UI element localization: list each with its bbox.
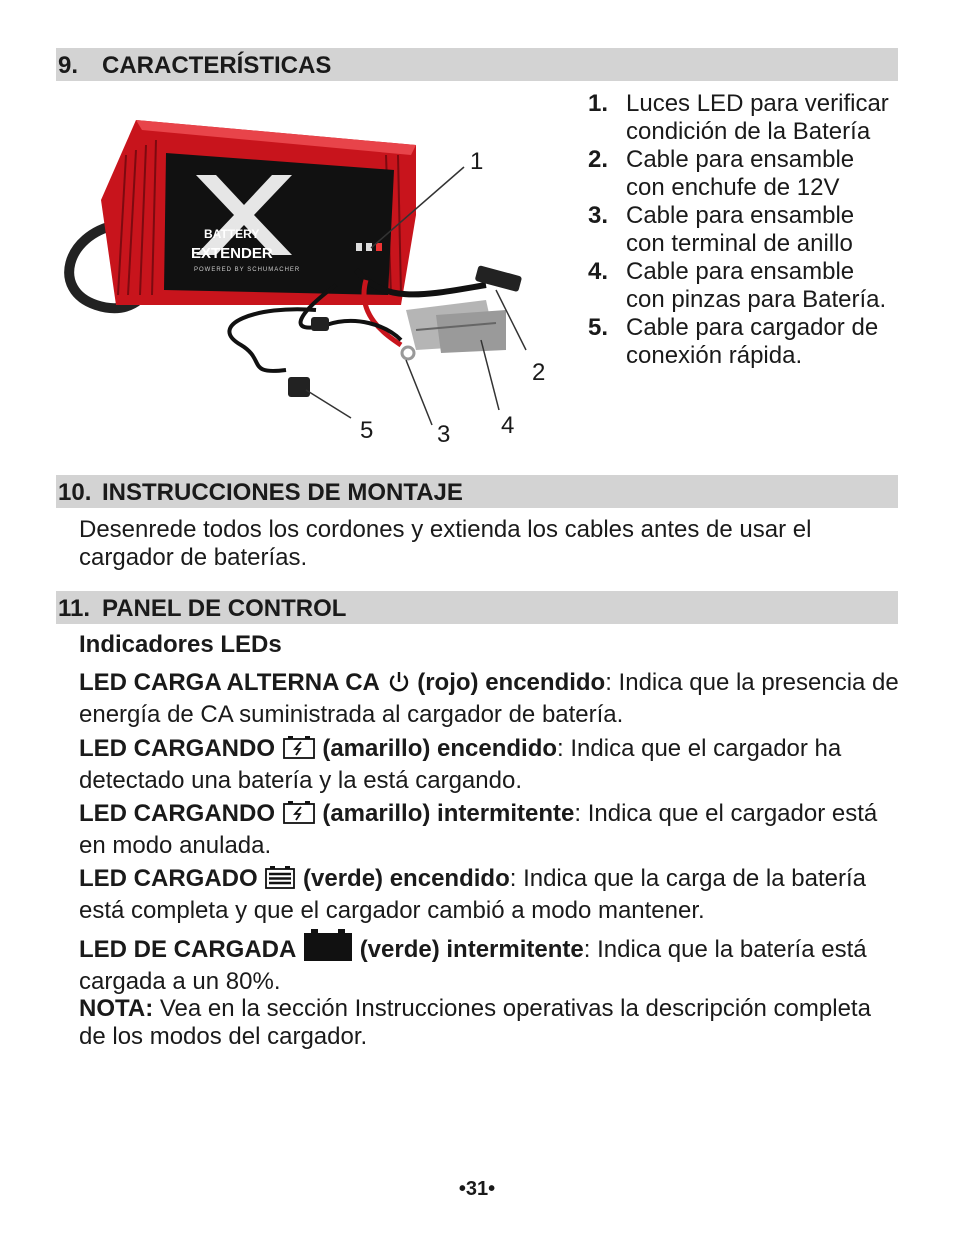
callout-5: 5 <box>360 417 374 444</box>
section-11-header <box>56 591 898 624</box>
callout-4: 4 <box>501 412 515 439</box>
brand-line-2: EXTENDER <box>191 245 273 262</box>
led-charging-blink: LED CARGANDO (amarillo) intermitente: Indica que el cargador está en modo anulada. <box>79 800 878 859</box>
section-number: 9. <box>58 52 79 79</box>
list-item: 3. Cable para ensamble con terminal de anillo <box>588 202 855 257</box>
section-number: 10. <box>58 479 92 506</box>
list-item: 2. Cable para ensamble con enchufe de 12V <box>588 146 855 201</box>
section-10-header <box>56 475 898 508</box>
battery-filled-icon <box>303 929 353 968</box>
section-title: CARACTERÍSTICAS <box>102 52 332 79</box>
callout-1: 1 <box>470 148 484 175</box>
callout-3: 3 <box>437 421 451 448</box>
charging-battery-icon <box>282 799 316 832</box>
brand-line-3: POWERED BY SCHUMACHER <box>194 267 301 273</box>
led-charging-on: LED CARGANDO (amarillo) encendido: Indica que el cargador ha detectado una batería y la está cargando. <box>79 735 842 794</box>
power-icon <box>387 670 411 701</box>
list-item: 1. Luces LED para verificar condición de la Batería <box>588 90 889 145</box>
led-charged-blink: LED DE CARGADA (verde) intermitente: Indica que la batería está cargada a un 80%. <box>79 929 904 996</box>
callout-2: 2 <box>532 359 546 386</box>
full-battery-icon <box>264 864 296 897</box>
charging-battery-icon <box>282 734 316 767</box>
brand-line-1: BATTERY <box>204 227 260 241</box>
page-number: •31• <box>458 1178 496 1200</box>
assembly-instructions: Desenrede todos los cordones y extienda los cables antes de usar el cargador de baterías. <box>79 516 812 571</box>
note: NOTA: Vea en la sección Instrucciones operativas la descripción completa de los modos del cargador. <box>79 995 871 1050</box>
led-ac-power: LED CARGA ALTERNA CA (rojo) encendido: Indica que la presencia de energía de CA suministrada al cargador de batería. <box>79 669 899 728</box>
charger-figure <box>56 95 566 455</box>
features-list <box>588 90 898 370</box>
list-item: 4. Cable para ensamble con pinzas para Batería. <box>588 258 887 313</box>
section-title: PANEL DE CONTROL <box>102 595 347 622</box>
section-9-header <box>56 48 898 81</box>
led-subtitle: Indicadores LEDs <box>79 631 282 658</box>
battery-charger-illustration <box>56 95 566 455</box>
section-number: 11. <box>58 595 91 622</box>
section-title: INSTRUCCIONES DE MONTAJE <box>102 479 463 506</box>
list-item: 5. Cable para cargador de conexión rápida. <box>588 314 879 369</box>
led-charged-on: LED CARGADO (verde) encendido: Indica que la carga de la batería está completa y que el cargador cambió a modo mantener. <box>79 865 866 924</box>
